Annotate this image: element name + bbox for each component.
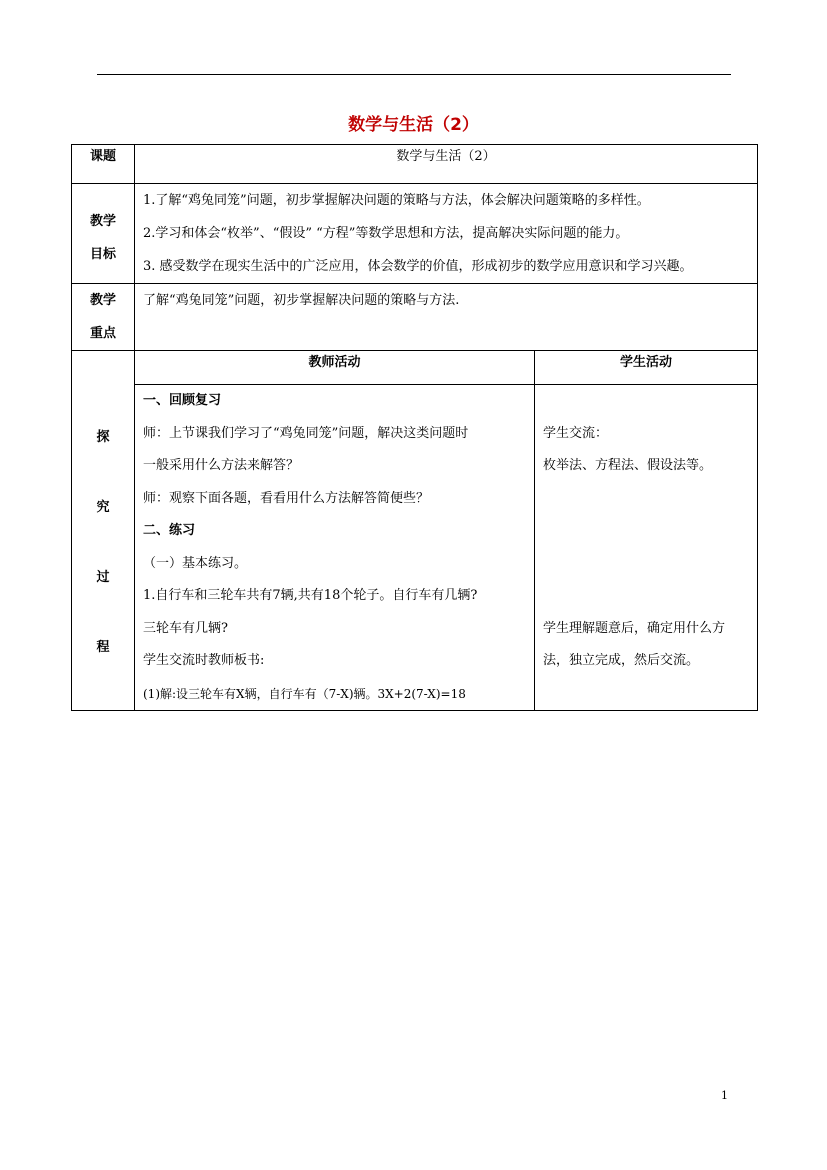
student-line — [535, 385, 757, 418]
teacher-line: 二、练习 — [143, 523, 196, 538]
student-line: 枚举法、方程法、假设法等。 — [543, 458, 713, 473]
key-label-line-1: 教学 — [89, 293, 116, 308]
goals-content — [135, 184, 758, 284]
student-line — [535, 580, 757, 613]
goal-item: 1.了解“鸡兔同笼”问题，初步掌握解决问题的策略与方法，体会解决问题策略的多样性。 — [143, 193, 650, 208]
student-activity-header: 学生活动 — [535, 351, 758, 385]
student-line: 学生理解题意后，确定用什么方 — [543, 620, 726, 636]
teacher-line: 1.自行车和三轮车共有7辆,共有18个轮子。自行车有几辆? — [143, 588, 478, 603]
header-rule — [97, 74, 731, 75]
key-points-content — [135, 284, 758, 351]
student-line — [535, 515, 757, 548]
goal-item: 3. 感受数学在现实生活中的广泛应用，体会数学的价值，形成初步的数学应用意识和学习兴趣。 — [143, 259, 693, 274]
teacher-line: 学生交流时教师板书: — [143, 653, 265, 668]
goals-label-line-2: 目标 — [89, 246, 116, 262]
goals-label-line-1: 教学 — [89, 213, 116, 229]
topic-value: 数学与生活（2） — [135, 145, 758, 184]
process-label-char: 究 — [96, 500, 110, 515]
teacher-activity-content — [135, 385, 535, 711]
key-point-text: 了解“鸡兔同笼”问题，初步掌握解决问题的策略与方法. — [143, 293, 460, 308]
teacher-line: (1)解:设三轮车有X辆，自行车有（7-X)辆。3X+2(7-X)=18 — [143, 686, 466, 701]
teacher-line: 师：上节课我们学习了“鸡兔同笼”问题，解决这类问题时 — [143, 425, 469, 441]
process-label-char: 程 — [96, 640, 110, 655]
key-label-line-2: 重点 — [89, 326, 116, 341]
student-line: 学生交流： — [543, 425, 609, 441]
topic-row — [72, 145, 758, 184]
student-line: 法，独立完成，然后交流。 — [543, 653, 700, 668]
key-points-row — [72, 284, 758, 351]
document-title: 数学与生活（2） — [348, 115, 479, 135]
topic-label: 课题 — [72, 145, 135, 184]
key-points-label — [72, 284, 135, 351]
activity-body-row — [72, 385, 758, 711]
goals-row — [72, 184, 758, 284]
teacher-line: 一、回顾复习 — [143, 393, 222, 408]
process-label-char: 过 — [96, 570, 110, 585]
lesson-plan-table — [71, 144, 758, 711]
process-label — [72, 351, 135, 711]
student-activity-content — [535, 385, 758, 711]
goals-label — [72, 184, 135, 284]
student-line — [535, 548, 757, 581]
process-label-char: 探 — [96, 430, 110, 445]
student-line — [535, 483, 757, 516]
activity-header-row — [72, 351, 758, 385]
student-line — [535, 678, 757, 711]
goal-item: 2.学习和体会“枚举”、“假设” “方程”等数学思想和方法，提高解决实际问题的能力。 — [143, 226, 629, 241]
teacher-line: （一）基本练习。 — [143, 555, 248, 571]
teacher-line: 一般采用什么方法来解答？ — [143, 458, 300, 473]
teacher-activity-header: 教师活动 — [135, 351, 535, 385]
teacher-line: 三轮车有几辆? — [143, 620, 228, 636]
teacher-line: 师：观察下面各题，看看用什么方法解答简便些？ — [143, 490, 430, 506]
page-number: 1 — [721, 1089, 728, 1102]
